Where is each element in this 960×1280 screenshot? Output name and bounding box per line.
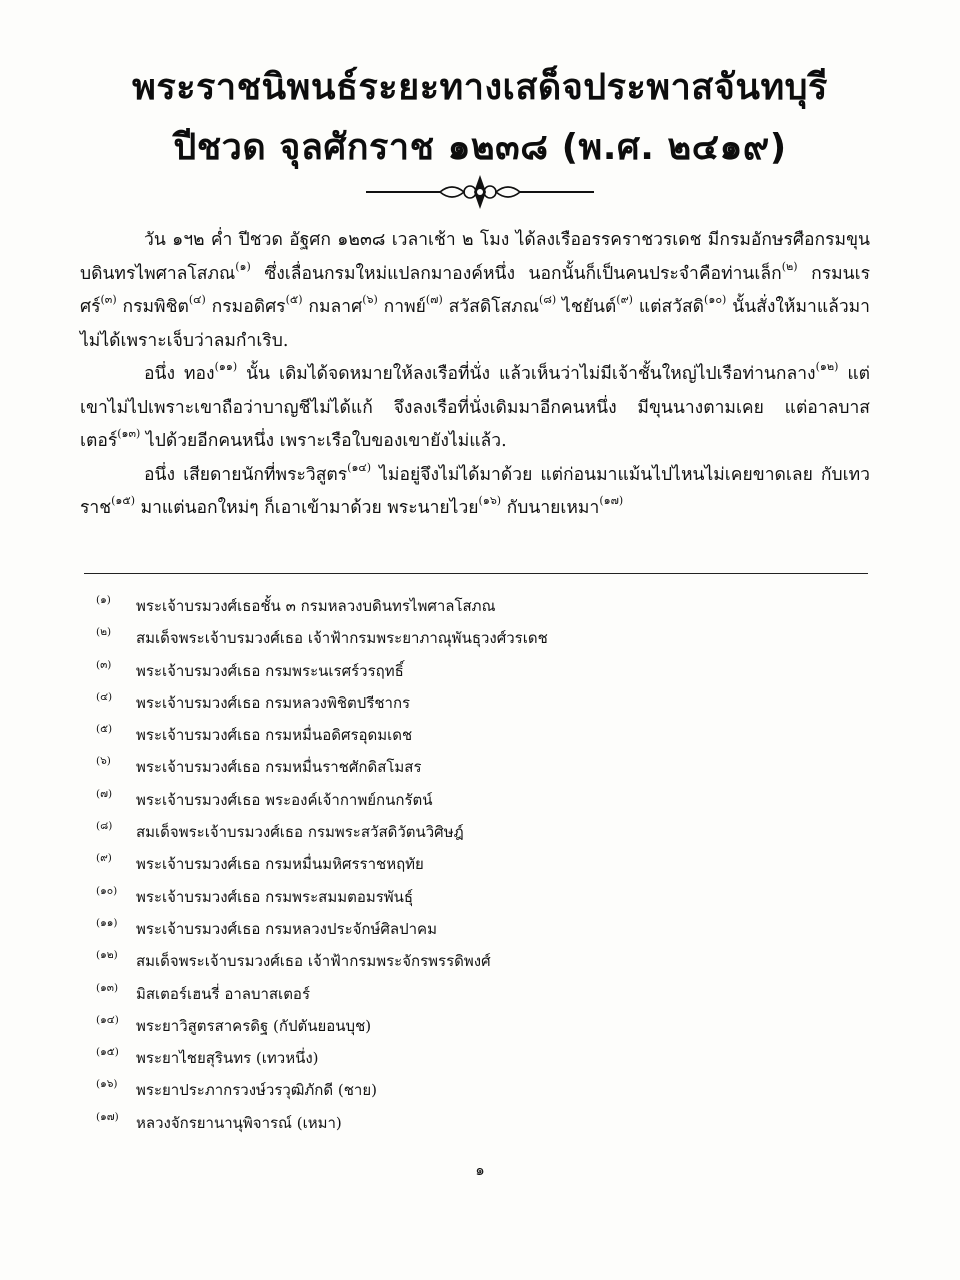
footnote-number: (๑๒) [96,949,118,962]
footnote-text: พระยาประภากรวงษ์วรวุฒิภักดี (ชาย) [136,1081,377,1100]
text-run: กรมอดิศร [205,297,286,317]
footnote-text: พระเจ้าบรมวงศ์เธอ พระองค์เจ้ากาพย์กนกรัตน์ [136,790,433,809]
footnote-number: (๑๗) [96,1110,119,1123]
paragraph-2 [80,358,870,459]
footnote-number: (๗) [96,787,113,800]
footnote-ref: (๖) [362,293,378,306]
footnote-number: (๖) [96,755,111,768]
text-run: นั้น เดิมได้จดหมายให้ลงเรือที่นั่ง แล้วเห็นว่าไม่มีเจ้าชั้นใหญ่ไปเรือท่านกลาง [237,364,816,384]
text-run: กับนายเหมา [501,498,600,518]
ornament-divider-icon [360,172,600,212]
footnote-ref: (๑๐) [704,293,727,306]
footnote-number: (๙) [96,852,112,865]
text-run: แต่สวัสดิ [632,297,705,317]
footnote-item [96,1042,856,1074]
footnote-text: พระเจ้าบรมวงศ์เธอชั้น ๓ กรมหลวงบดินทรไพศาลโสภณ [136,597,496,615]
footnote-ref: (๑๓) [117,427,141,440]
footnote-text: พระยาไชยสุรินทร (เทวหนึ่ง) [136,1049,319,1068]
footnote-item [96,1107,856,1139]
footnote-item [96,848,856,880]
footnote-text: หลวงจักรยานานุพิจารณ์ (เหมา) [136,1113,342,1132]
text-run: ไม่อยู่จึงไม่ได้มาด้วย แต่ก่อนมาแม้นไปไหนไม่เคยขาดเลย กับเทวราช [80,464,870,518]
footnote-item [96,590,856,622]
footnote-text: สมเด็จพระเจ้าบรมวงศ์เธอ เจ้าฟ้ากรมพระจักรพรรดิพงศ์ [136,952,491,971]
footnote-ref: (๑๖) [478,494,502,507]
document-title: พระราชนิพนธ์ระยะทางเสด็จประพาสจันทบุรี [132,67,828,108]
footnote-number: (๕) [96,723,113,736]
text-run: วัน ๑ฯ๒ ค่ำ ปีชวด อัฐศก ๑๒๓๘ เวลาเช้า ๒ โมง ได้ลงเรืออรรคราชวรเดช มีกรมอักษรศือกรมขุนบดินทรไพศาลโสภณ [80,230,870,284]
footnote-ref: (๙) [616,293,633,306]
footnote-item [96,913,856,945]
footnote-text: พระเจ้าบรมวงศ์เธอ กรมหลวงพิชิตปรีชากร [136,693,411,712]
footnote-ref: (๗) [425,293,443,306]
page-number: ๑ [475,1161,485,1179]
text-run: กมลาศ [302,297,363,317]
footnote-ref: (๔) [188,293,206,306]
footnote-text: พระเจ้าบรมวงศ์เธอ กรมหลวงประจักษ์ศิลปาคม [136,919,437,938]
footnote-text: พระเจ้าบรมวงศ์เธอ กรมหมื่นอดิศรอุดมเดช [136,726,413,745]
text-run: ซึ่งเลื่อนกรมใหม่แปลกมาองค์หนึ่ง นอกนั้นก็เป็นคนประจำคือท่านเล็ก [250,263,782,284]
footnote-number: (๒) [96,626,112,639]
footnote-item [96,1010,856,1042]
footnote-item [96,687,856,719]
footnote-number: (๘) [96,820,113,833]
footnote-ref: (๑๒) [815,360,839,373]
text-run: มาแต่นอกใหม่ๆ ก็เอาเข้ามาด้วย พระนายไวย [135,498,479,518]
footnote-text: พระเจ้าบรมวงศ์เธอ กรมหมื่นราชศักดิสโมสร [136,758,422,777]
footnote-list [96,590,856,1139]
footnote-ref: (๒) [781,259,798,273]
footnote-ref: (๑๑) [214,360,238,373]
paragraph-3 [80,459,870,526]
footnote-item [96,784,856,816]
footnote-number: (๑๐) [96,884,118,897]
footnote-number: (๑) [96,594,111,606]
document-subtitle: ปีชวด จุลศักราช ๑๒๓๘ (พ.ศ. ๒๔๑๙) [173,127,787,168]
footnote-ref: (๘) [539,293,557,306]
body-text [80,224,870,526]
text-run: กาพย์ [377,297,426,317]
footnote-text: มิสเตอร์เฮนรี่ อาลบาสเตอร์ [136,984,310,1003]
footnote-text: พระเจ้าบรมวงศ์เธอ กรมหมื่นมหิศรราชหฤทัย [136,855,424,874]
footnote-number: (๓) [96,658,112,671]
footnote-number: (๑๓) [96,981,119,994]
footnote-number: (๑๑) [96,916,118,929]
footnote-item [96,655,856,687]
footnote-ref: (๑๗) [599,494,624,507]
footnote-item [96,881,856,913]
footnote-ref: (๑) [235,259,251,273]
text-run: อนึ่ง เสียดายนักที่พระวิสูตร [144,464,348,485]
footnote-item [96,816,856,848]
text-run: กรมนเรศร์ [80,263,870,317]
footnote-number: (๑๕) [96,1046,119,1059]
footnote-ref: (๑๔) [347,460,372,474]
footnote-ref: (๕) [285,293,303,306]
footnote-number: (๑๖) [96,1078,118,1091]
footnote-text: พระเจ้าบรมวงศ์เธอ กรมพระนเรศร์วรฤทธิ์ [136,661,404,680]
paragraph-1 [80,224,870,358]
text-run: กรมพิชิต [116,297,189,317]
text-run: อนึ่ง ทอง [144,364,215,384]
footnote-divider [84,573,868,574]
footnote-number: (๑๔) [96,1013,119,1026]
footnote-text: สมเด็จพระเจ้าบรมวงศ์เธอ เจ้าฟ้ากรมพระยาภาณุพันธุวงศ์วรเดช [136,629,548,648]
footnote-text: พระเจ้าบรมวงศ์เธอ กรมพระสมมตอมรพันธุ์ [136,887,414,906]
text-run: แต่เขาไม่ไปเพราะเขาถือว่าบาญชีไม่ได้แก้ จึงลงเรือที่นั่งเดิมมาอีกคนหนึ่ง มีขุนนางตามเคย แต่อาลบาสเตอร์ [80,364,870,451]
footnote-item [96,751,856,783]
footnote-text: สมเด็จพระเจ้าบรมวงศ์เธอ กรมพระสวัสดิวัตนวิศิษฎ์ [136,823,464,842]
footnote-item [96,1074,856,1106]
footnote-ref: (๓) [100,293,117,306]
footnote-item [96,945,856,977]
footnote-item [96,622,856,654]
text-run: ไชยันต์ [556,297,617,317]
footnote-item [96,978,856,1010]
footnote-number: (๔) [96,690,113,703]
text-run: ไปด้วยอีกคนหนึ่ง เพราะเรือใบของเขายังไม่แล้ว. [140,431,507,451]
footnote-item [96,719,856,751]
footnote-text: พระยาวิสูตรสาครดิฐ (กัปตันยอนบุช) [136,1016,372,1035]
text-run: สวัสดิโสภณ [442,297,540,317]
text-run: นั้นสั่งให้มาแล้วมาไม่ได้เพราะเจ็บว่าลมกำเริบ. [80,297,871,351]
footnote-ref: (๑๕) [111,494,135,507]
